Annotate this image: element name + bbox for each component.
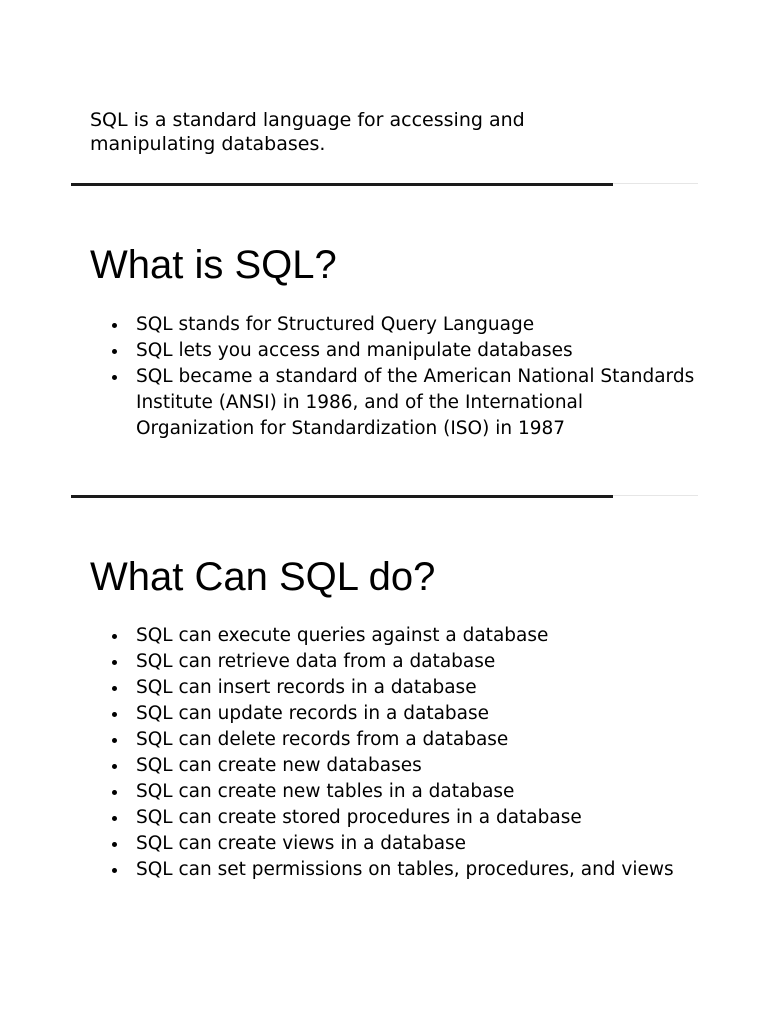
list-item: SQL stands for Structured Query Language [136, 312, 696, 338]
list-item: SQL can insert records in a database [136, 675, 696, 701]
list-item: SQL can set permissions on tables, procedures, and views [136, 857, 696, 883]
divider-light-segment [613, 495, 698, 496]
list-item: SQL lets you access and manipulate databases [136, 338, 696, 364]
intro-paragraph: SQL is a standard language for accessing and manipulating databases. [90, 109, 525, 155]
list-item: SQL can create stored procedures in a database [136, 805, 696, 831]
list-item: SQL can create new tables in a database [136, 779, 696, 805]
section-divider [71, 495, 698, 498]
what-can-sql-do-list [90, 623, 696, 883]
list-item: SQL can delete records from a database [136, 727, 696, 753]
list-item: SQL can update records in a database [136, 701, 696, 727]
list-item: SQL can create new databases [136, 753, 696, 779]
list-item: SQL can execute queries against a database [136, 623, 696, 649]
divider-dark-segment [71, 183, 613, 186]
list-item: SQL became a standard of the American National Standards Institute (ANSI) in 1986, and of the International Organization for Standardization (ISO) in 1987 [136, 364, 696, 442]
what-is-sql-heading: What is SQL? [90, 243, 337, 287]
section-divider [71, 183, 698, 186]
divider-light-segment [613, 183, 698, 184]
list-item: SQL can retrieve data from a database [136, 649, 696, 675]
divider-dark-segment [71, 495, 613, 498]
list-item: SQL can create views in a database [136, 831, 696, 857]
what-can-sql-do-heading: What Can SQL do? [90, 555, 436, 599]
what-is-sql-list [90, 312, 696, 442]
